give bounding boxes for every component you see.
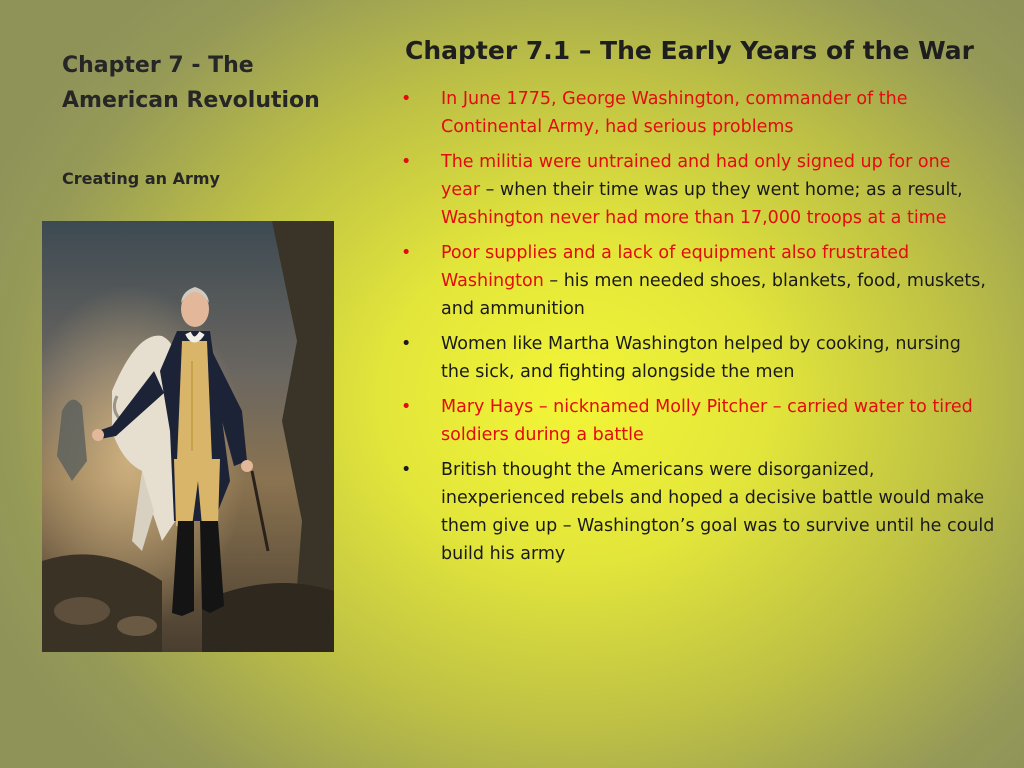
bullet-marker: •	[401, 460, 412, 480]
bullet-text: – his men needed shoes, blankets, food, muskets, and ammunition	[441, 271, 986, 319]
bullet-item	[395, 456, 995, 568]
bullet-marker: •	[401, 243, 412, 263]
chapter-title: Chapter 7 - The American Revolution	[62, 53, 320, 113]
slide-title: Chapter 7.1 – The Early Years of the War	[405, 36, 974, 65]
bullet-list	[395, 85, 995, 575]
bullet-marker: •	[401, 152, 412, 172]
bullet-marker: •	[401, 334, 412, 354]
section-subtitle: Creating an Army	[62, 169, 220, 188]
bullet-item	[395, 85, 995, 141]
bullet-text: In June 1775, George Washington, commander of the Continental Army, had serious problems	[441, 89, 908, 137]
bullet-text-highlight: The militia were untrained and had only signed up for one year	[441, 152, 951, 200]
bullet-item	[395, 148, 995, 232]
bullet-text: – when their time was up they went home; as a result,	[480, 180, 963, 200]
bullet-marker: •	[401, 397, 412, 417]
bullet-text: Women like Martha Washington helped by cooking, nursing the sick, and fighting alongside the men	[441, 334, 961, 382]
bullet-item	[395, 239, 995, 323]
bullet-text: Mary Hays – nicknamed Molly Pitcher – carried water to tired soldiers during a battle	[441, 397, 973, 445]
bullet-item	[395, 330, 995, 386]
bullet-text-highlight: Poor supplies and a lack of equipment also frustrated Washington	[441, 243, 910, 291]
washington-portrait	[42, 221, 334, 652]
bullet-text: British thought the Americans were disorganized, inexperienced rebels and hoped a decisive battle would make them give up – Washington’s goal was to survive until he could build his army	[441, 460, 995, 564]
bullet-item	[395, 393, 995, 449]
bullet-marker: •	[401, 89, 412, 109]
bullet-text-highlight: Washington never had more than 17,000 troops at a time	[441, 208, 947, 228]
